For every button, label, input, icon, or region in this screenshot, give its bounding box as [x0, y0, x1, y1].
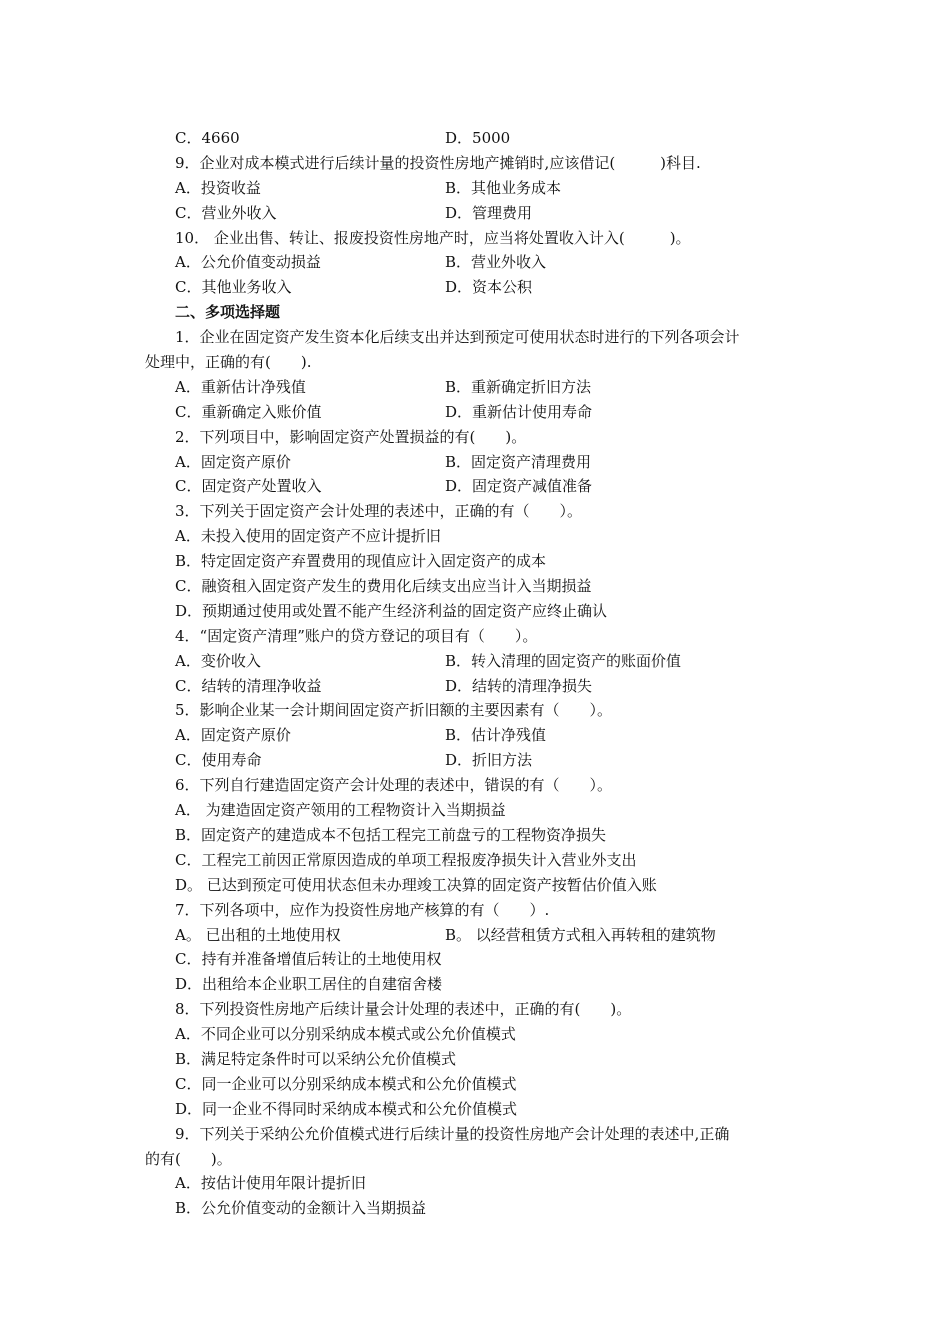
- option-row: [0, 923, 950, 948]
- question-continuation: 处理中，正确的有( ).: [145, 353, 312, 372]
- option-right: D．资本公积: [445, 278, 533, 297]
- option-row: [0, 250, 950, 275]
- option-item: B．公允价值变动的金额计入当期损益: [175, 1199, 427, 1218]
- option-item: B．满足特定条件时可以采纳公允价值模式: [175, 1049, 457, 1068]
- option-item: C．融资租入固定资产发生的费用化后续支出应当计入当期损益: [175, 577, 592, 596]
- option-left: A．固定资产原价: [175, 726, 291, 745]
- option-left: A。 已出租的土地使用权: [175, 925, 341, 944]
- option-row: [0, 126, 950, 151]
- option-left: A．变价收入: [175, 651, 261, 670]
- option-row: [0, 748, 950, 773]
- question-text: 7．下列各项中，应作为投资性房地产核算的有（ ）.: [175, 900, 550, 919]
- option-left: A．公允价值变动损益: [175, 253, 321, 272]
- option-item: D．预期通过使用或处置不能产生经济利益的固定资产应终止确认: [175, 601, 608, 620]
- option-row: [0, 176, 950, 201]
- option-right: D．结转的清理净损失: [445, 676, 593, 695]
- option-row: [0, 674, 950, 699]
- option-left: A．重新估计净残值: [175, 377, 306, 396]
- option-left: C．重新确定入账价值: [175, 402, 322, 421]
- option-row: [0, 400, 950, 425]
- option-row: [0, 375, 950, 400]
- option-item: C．同一企业可以分别采纳成本模式和公允价值模式: [175, 1074, 517, 1093]
- option-row: [0, 201, 950, 226]
- option-item: D．同一企业不得同时采纳成本模式和公允价值模式: [175, 1099, 518, 1118]
- option-left: C．结转的清理净收益: [175, 676, 322, 695]
- option-right: D．折旧方法: [445, 751, 533, 770]
- option-item: C．工程完工前因正常原因造成的单项工程报废净损失计入营业外支出: [175, 850, 637, 869]
- option-right: D．重新估计使用寿命: [445, 402, 593, 421]
- question-text: 2．下列项目中，影响固定资产处置损益的有( )。: [175, 427, 527, 446]
- option-left: C．固定资产处置收入: [175, 477, 322, 496]
- option-left: A．固定资产原价: [175, 452, 291, 471]
- option-right: B．其他业务成本: [445, 178, 562, 197]
- option-item: B．特定固定资产弃置费用的现值应计入固定资产的成本: [175, 552, 547, 571]
- option-item: A．不同企业可以分别采纳成本模式或公允价值模式: [175, 1025, 516, 1044]
- option-row: [0, 649, 950, 674]
- option-left: C．其他业务收入: [175, 278, 292, 297]
- option-row: [0, 723, 950, 748]
- question-text: 10． 企业出售、转让、报废投资性房地产时，应当将处置收入计入( )。: [175, 228, 691, 247]
- question-continuation: 的有( )。: [145, 1149, 232, 1168]
- question-text: 9．下列关于采纳公允价值模式进行后续计量的投资性房地产会计处理的表述中,正确: [175, 1124, 730, 1143]
- option-left: A．投资收益: [175, 178, 261, 197]
- option-row: [0, 450, 950, 475]
- option-left: C．4660: [175, 129, 240, 147]
- question-text: 1．企业在固定资产发生资本化后续支出并达到预定可使用状态时进行的下列各项会计: [175, 328, 740, 347]
- option-left: C．使用寿命: [175, 751, 262, 770]
- option-right: B。 以经营租赁方式租入再转租的建筑物: [445, 925, 716, 944]
- question-text: 9．企业对成本模式进行后续计量的投资性房地产摊销时,应该借记( )科目.: [175, 153, 701, 172]
- option-right: B．重新确定折旧方法: [445, 377, 592, 396]
- option-item: A．按估计使用年限计提折旧: [175, 1174, 366, 1193]
- question-text: 6．下列自行建造固定资产会计处理的表述中，错误的有（ ）。: [175, 776, 613, 795]
- question-text: 3．下列关于固定资产会计处理的表述中，正确的有（ ）。: [175, 502, 583, 521]
- option-right: B．估计净残值: [445, 726, 547, 745]
- question-text: 8．下列投资性房地产后续计量会计处理的表述中，正确的有( )。: [175, 1000, 632, 1019]
- option-item: C．持有并准备增值后转让的土地使用权: [175, 950, 442, 969]
- option-right: D．固定资产减值准备: [445, 477, 593, 496]
- option-right: B．营业外收入: [445, 253, 547, 272]
- document-page: [0, 126, 950, 1221]
- option-left: C．营业外收入: [175, 203, 277, 222]
- option-item: D。 已达到预定可使用状态但未办理竣工决算的固定资产按暂估价值入账: [175, 875, 657, 894]
- option-row: [0, 474, 950, 499]
- option-row: [0, 275, 950, 300]
- option-right: B．转入清理的固定资产的账面价值: [445, 651, 682, 670]
- option-item: A．未投入使用的固定资产不应计提折旧: [175, 527, 441, 546]
- option-right: D．管理费用: [445, 203, 533, 222]
- question-text: 5．影响企业某一会计期间固定资产折旧额的主要因素有（ ）。: [175, 701, 613, 720]
- option-item: D．出租给本企业职工居住的自建宿舍楼: [175, 975, 443, 994]
- question-text: 4．“固定资产清理”账户的贷方登记的项目有（ ）。: [175, 626, 538, 645]
- section-heading: 二、多项选择题: [175, 303, 281, 322]
- option-right: D．5000: [445, 129, 511, 147]
- option-item: A． 为建造固定资产领用的工程物资计入当期损益: [175, 801, 506, 820]
- option-item: B．固定资产的建造成本不包括工程完工前盘亏的工程物资净损失: [175, 825, 607, 844]
- option-right: B．固定资产清理费用: [445, 452, 592, 471]
